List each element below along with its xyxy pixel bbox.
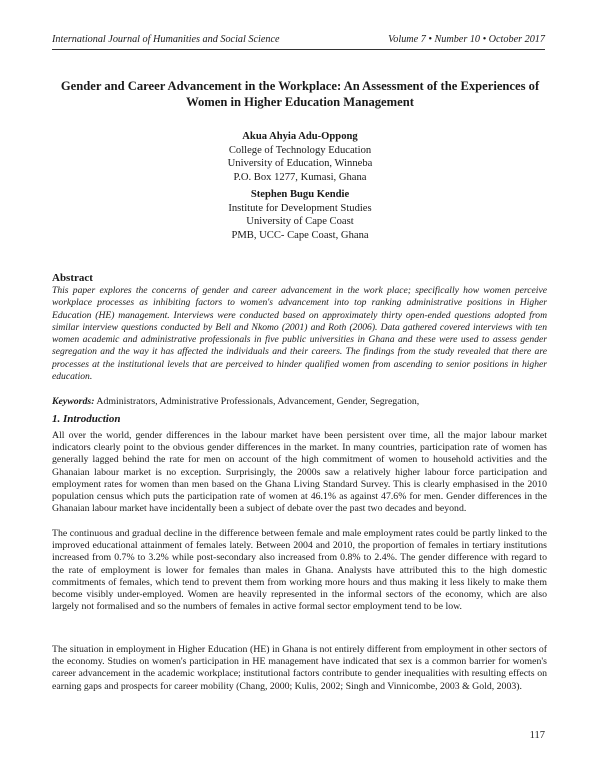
- body-paragraph: The continuous and gradual decline in the difference between female and male employment rates could be partly linked to the improved educational attainment of females lately. Between 2004 and 2010, the proportion of females in tertiary institutions increased from 0.7% to 3.2% while post-secondary also increased from 0.8% to 2.4%. The gender difference with regard to the rate of employment is lower for females than males in Ghana. Analysts have attributed this to the high domestic commitments of females, which tend to prevent them from working more hours and thus making it less likely to make them become visibly under-employed. Women are heavily represented in the informal sectors of the economy, which are also largely not formalised and so the numbers of females in active formal sector employment tend to be low.: [52, 528, 547, 613]
- issue-info: Volume 7 • Number 10 • October 2017: [388, 34, 545, 45]
- author-affiliation-line: College of Technology Education: [228, 144, 372, 156]
- keywords-text: Administrators, Administrative Professionals, Advancement, Gender, Segregation,: [96, 396, 420, 407]
- author-name: Akua Ahyia Adu-Oppong: [242, 131, 358, 142]
- keywords-colon: :: [91, 396, 95, 407]
- body-paragraph: The situation in employment in Higher Education (HE) in Ghana is not entirely different from employment in other sectors of the economy. Studies on women's participation in HE management have indicated that sex is a common barrier for women's career advancement in the academic workplace; institutional factors contribute to gender inequalities with resulting effects on earning gaps and prospects for career mobility (Chang, 2000; Kulis, 2002; Singh and Vinnicombe, 2003 & Gold, 2003).: [52, 644, 547, 692]
- author-1: [150, 130, 450, 184]
- page-number: 117: [529, 730, 545, 741]
- section-heading: 1. Introduction: [52, 413, 121, 425]
- abstract-text: This paper explores the concerns of gender and career advancement in the work place; specifically how women perceive workplace processes as inhibiting factors to women's advancement into top ranking administrative positions in Higher Education (HE) management. Interviews were conducted based on approximately thirty open-ended questions adopted from similar interview questions conducted by Bell and Nkomo (2001) and Roth (2006). Data gathered covered interviews with ten women academic and administrative professionals in five public universities in Ghana and these were used to assess gender segregation and the way it has affected the individuals and their careers. The findings from the study revealed that there are processes at the institutional levels that are perceived to hinder qualified women from ascending to senior positions in higher education.: [52, 285, 547, 383]
- author-block: [150, 130, 450, 242]
- abstract-heading: Abstract: [52, 272, 93, 284]
- author-affiliation-line: University of Cape Coast: [246, 216, 354, 227]
- author-name: Stephen Bugu Kendie: [250, 189, 350, 200]
- author-2: [150, 188, 450, 242]
- author-affiliation-line: P.O. Box 1277, Kumasi, Ghana: [233, 171, 367, 183]
- keywords-label: Keywords: [52, 396, 92, 407]
- paper-title: Gender and Career Advancement in the Workplace: An Assessment of the Experiences of Women in Higher Education Management: [60, 79, 540, 109]
- keywords-line: [52, 395, 547, 408]
- author-affiliation-line: Institute for Development Studies: [228, 202, 372, 214]
- author-affiliation-line: PMB, UCC- Cape Coast, Ghana: [231, 229, 369, 241]
- running-header: [52, 33, 545, 46]
- header-divider: [52, 49, 545, 50]
- body-paragraph: All over the world, gender differences in the labour market have been persistent over time, all the major labour market indicators clearly point to the obvious gender differences in the market. In many countries, participation rate of women has generally lagged behind the rate for men on account of the high commitment of women to household activities and the Ghanaian labour market is no exception. Surprisingly, the 2000s saw a relatively higher labour force participation and employment rates for women than men based on the Ghana Living Standard Survey. This is clearly emphasised in the 2010 population census which puts the participation rate of women at 46.1% as against 47.6% for men. Gender differences in the Ghanaian labour market have incidentally been a subject of debate over the past two decades and beyond.: [52, 430, 547, 515]
- journal-name: International Journal of Humanities and Social Science: [52, 34, 280, 45]
- author-affiliation-line: University of Education, Winneba: [227, 158, 373, 169]
